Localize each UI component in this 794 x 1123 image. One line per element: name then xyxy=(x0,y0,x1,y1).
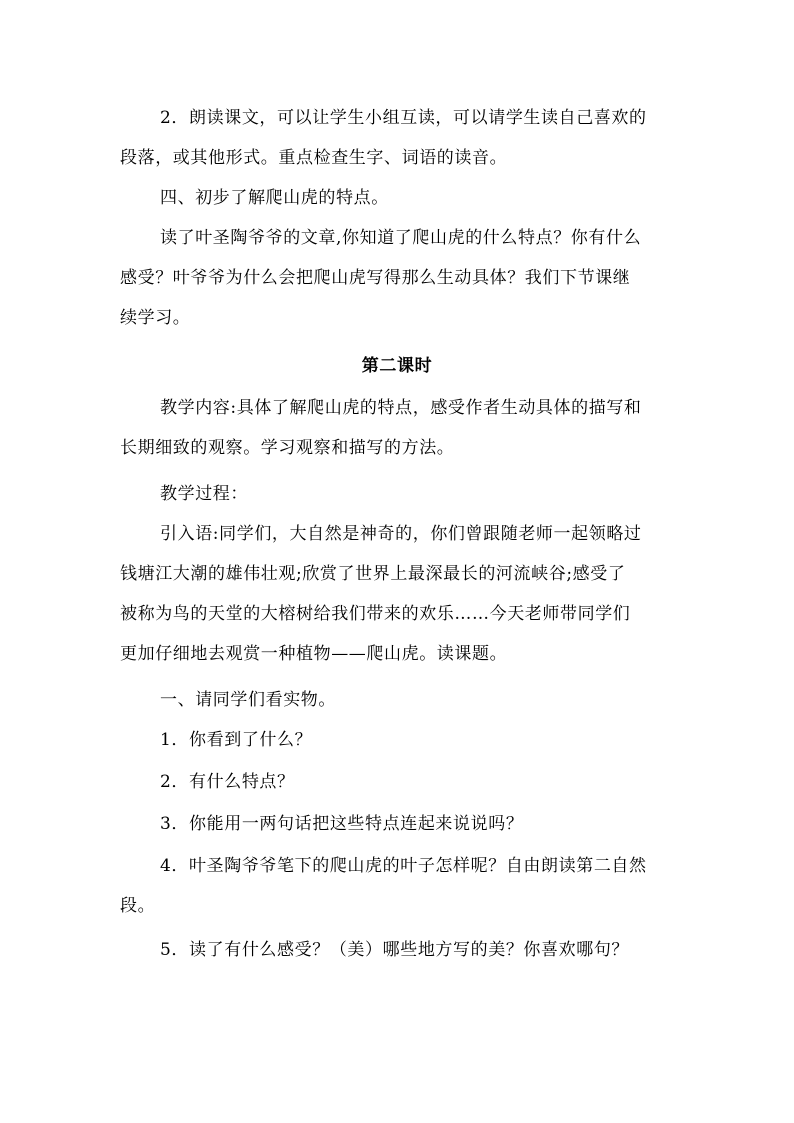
text-line: 四、初步了解爬山虎的特点。 xyxy=(160,188,389,208)
paragraph-reading-method xyxy=(120,98,680,178)
paragraph-section-four xyxy=(120,178,680,218)
list-item xyxy=(120,762,680,802)
text-line: 2．朗读课文，可以让学生小组互读，可以请学生读自己喜欢的 xyxy=(160,108,647,128)
text-line: 感受？叶爷爷为什么会把爬山虎写得那么生动具体？我们下节课继 xyxy=(120,268,631,288)
text-line: 教学内容:具体了解爬山虎的特点，感受作者生动具体的描写和 xyxy=(160,398,642,418)
text-line: 续学习。 xyxy=(120,308,191,328)
paragraph-teaching-content xyxy=(120,388,680,468)
text-line: 一、请同学们看实物。 xyxy=(160,690,336,710)
paragraph-teaching-process xyxy=(120,474,680,514)
text-line: 引入语:同学们，大自然是神奇的，你们曾跟随老师一起领略过 xyxy=(160,524,642,544)
text-line: 4．叶圣陶爷爷笔下的爬山虎的叶子怎样呢？自由朗读第二自然 xyxy=(160,856,647,876)
text-line: 更加仔细地去观赏一种植物——爬山虎。读课题。 xyxy=(120,644,508,664)
text-line: 2．有什么特点？ xyxy=(160,772,295,792)
text-line: 1．你看到了什么？ xyxy=(160,730,313,750)
paragraph-observe xyxy=(120,680,680,720)
list-item xyxy=(120,804,680,844)
text-line: 5．读了有什么感受？（美）哪些地方写的美？你喜欢哪句？ xyxy=(160,940,630,960)
text-line: 段。 xyxy=(120,896,156,916)
text-line: 长期细致的观察。学习观察和描写的方法。 xyxy=(120,438,455,458)
text-line: 读了叶圣陶爷爷的文章,你知道了爬山虎的什么特点？你有什么 xyxy=(160,228,642,248)
list-item xyxy=(120,846,680,926)
paragraph-introduction xyxy=(120,514,680,674)
paragraph-reflection xyxy=(120,218,680,338)
text-line: 教学过程： xyxy=(160,484,248,504)
text-line: 钱塘江大潮的雄伟壮观;欣赏了世界上最深最长的河流峡谷;感受了 xyxy=(120,564,626,584)
text-line: 3．你能用一两句话把这些特点连起来说说吗？ xyxy=(160,814,524,834)
list-item xyxy=(120,720,680,760)
text-line: 被称为鸟的天堂的大榕树给我们带来的欢乐……今天老师带同学们 xyxy=(120,604,631,624)
section-heading: 第二课时 xyxy=(361,356,433,376)
text-line: 段落，或其他形式。重点检查生字、词语的读音。 xyxy=(120,148,508,168)
list-item xyxy=(120,930,680,970)
